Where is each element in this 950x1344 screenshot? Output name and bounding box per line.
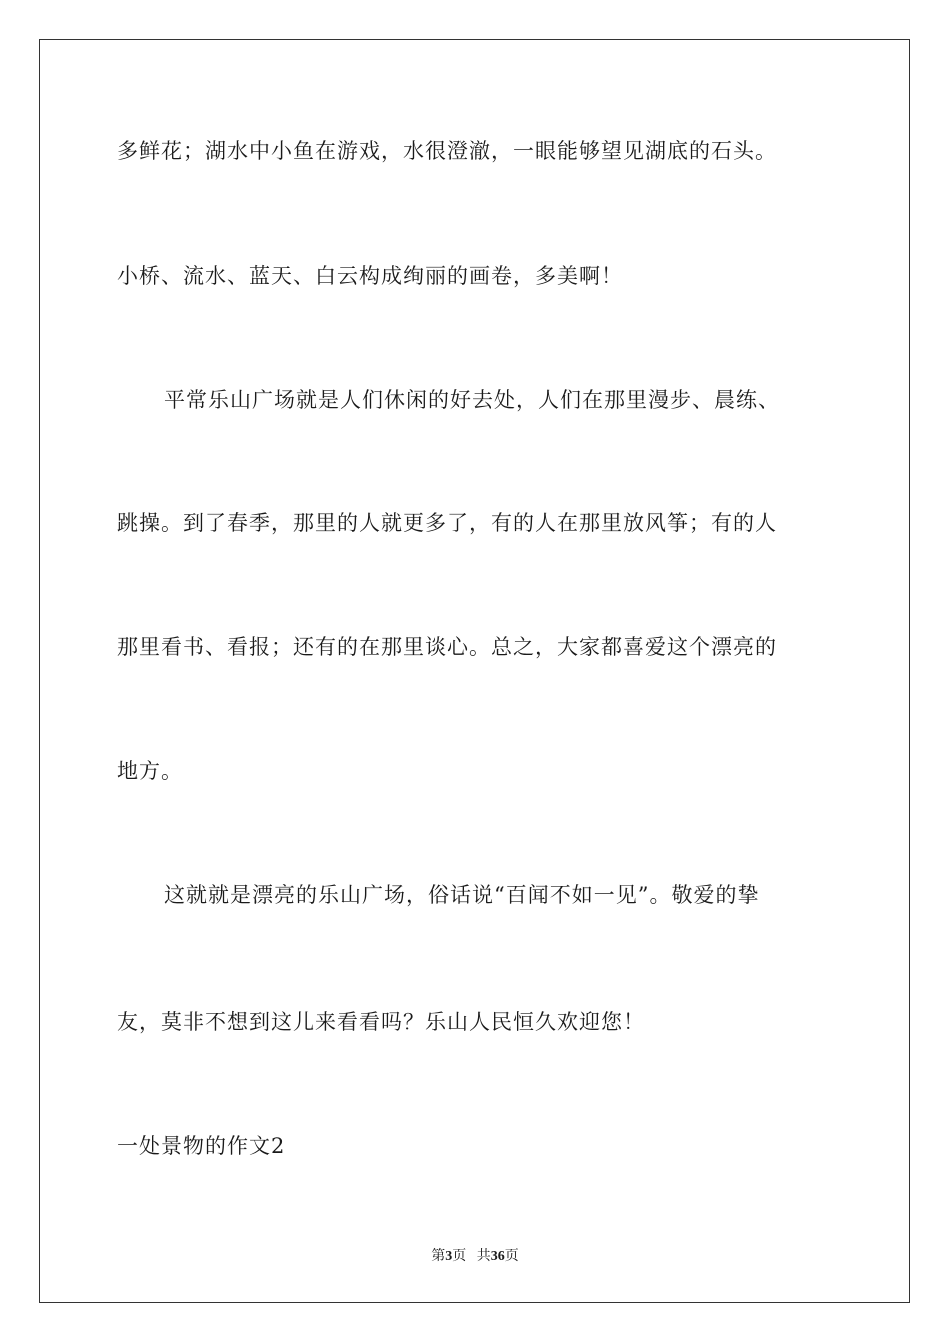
paragraph-line: 小桥、流水、蓝天、白云构成绚丽的画卷，多美啊！ xyxy=(117,264,623,288)
page-border xyxy=(39,39,910,1303)
page-footer xyxy=(0,1249,950,1265)
total-prefix: 共 xyxy=(476,1249,491,1264)
paragraph-line: 这就就是漂亮的乐山广场，俗话说“百闻不如一见”。敬爱的挚 xyxy=(164,883,760,907)
total-pages: 36 xyxy=(490,1249,505,1264)
page-prefix: 第 xyxy=(431,1249,446,1264)
section-heading: 一处景物的作文2 xyxy=(117,1134,286,1158)
paragraph-line: 跳操。到了春季，那里的人就更多了，有的人在那里放风筝；有的人 xyxy=(117,511,777,535)
paragraph-line: 那里看书、看报；还有的在那里谈心。总之，大家都喜爱这个漂亮的 xyxy=(117,635,777,659)
total-suffix: 页 xyxy=(504,1249,519,1264)
page-number: 3 xyxy=(445,1249,453,1264)
paragraph-line: 地方。 xyxy=(117,759,183,783)
paragraph-line: 平常乐山广场就是人们休闲的好去处，人们在那里漫步、晨练、 xyxy=(164,388,780,412)
paragraph-line: 多鲜花；湖水中小鱼在游戏，水很澄澈，一眼能够望见湖底的石头。 xyxy=(117,139,777,163)
paragraph-line: 友，莫非不想到这儿来看看吗？乐山人民恒久欢迎您！ xyxy=(117,1010,645,1034)
page-suffix: 页 xyxy=(452,1249,467,1264)
